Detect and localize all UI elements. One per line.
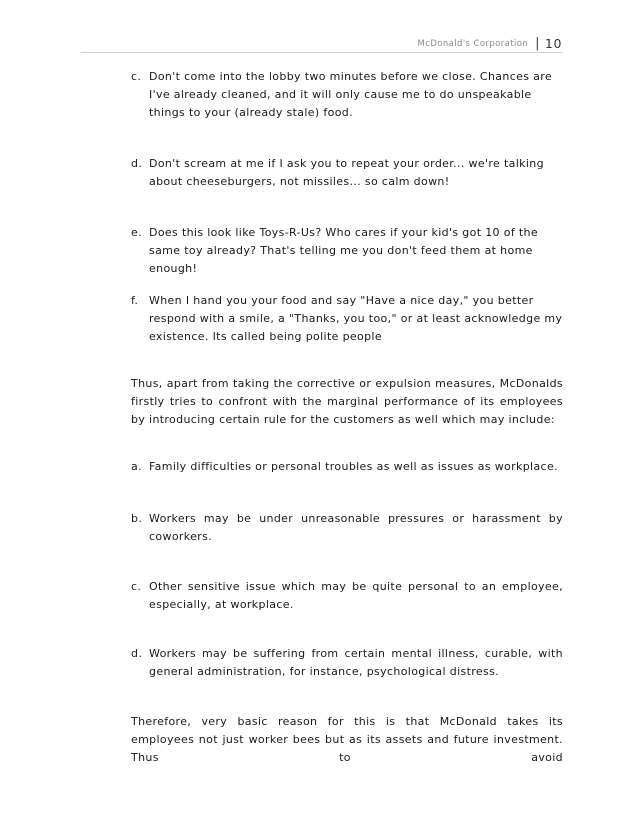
reason-d bbox=[131, 645, 563, 681]
list-label: f. bbox=[131, 294, 139, 307]
list-label: c. bbox=[131, 70, 142, 83]
list-text: When I hand you your food and say "Have a nice day," you better respond with a smile, a "Thanks, you too," or at least acknowledge my existence. Its called being polite people bbox=[149, 294, 563, 343]
reason-b bbox=[131, 510, 563, 546]
list-label: d. bbox=[131, 157, 143, 170]
list-text: Don't come into the lobby two minutes before we close. Chances are I've already cleaned, and it will only cause me to do unspeakable things to your (already stale) food. bbox=[149, 70, 552, 119]
page-header bbox=[418, 36, 562, 51]
list-text: Does this look like Toys-R-Us? Who cares if your kid's got 10 of the same toy already? That's telling me you don't feed them at home enough! bbox=[149, 226, 538, 275]
list-label: b. bbox=[131, 512, 143, 525]
list-label: c. bbox=[131, 580, 142, 593]
paragraph-basic-reason: Therefore, very basic reason for this is that McDonald takes its employees not just worker bees but as its assets and future investment. Thus to avoid bbox=[131, 715, 563, 764]
list-text: Don't scream at me if I ask you to repeat your order... we're talking about cheeseburgers, not missiles... so calm down! bbox=[149, 157, 544, 188]
list-text: Other sensitive issue which may be quite personal to an employee, especially, at workplace. bbox=[149, 580, 563, 611]
reason-a bbox=[131, 458, 563, 476]
header-title: McDonald's Corporation bbox=[417, 38, 529, 49]
customer-rule-f bbox=[131, 292, 563, 346]
list-text: Workers may be suffering from certain mental illness, curable, with general administration, for instance, psychological distress. bbox=[149, 647, 563, 678]
list-text: Workers may be under unreasonable pressures or harassment by coworkers. bbox=[149, 512, 563, 543]
paragraph-corrective-measures: Thus, apart from taking the corrective or expulsion measures, McDonalds firstly tries to confront with the marginal performance of its employees by introducing certain rule for the customers as well which may include: bbox=[131, 377, 563, 426]
customer-rule-e bbox=[131, 224, 563, 278]
header-separator: | bbox=[535, 36, 540, 51]
reason-c bbox=[131, 578, 563, 614]
customer-rule-c bbox=[131, 68, 563, 122]
list-label: e. bbox=[131, 226, 142, 239]
customer-rule-d bbox=[131, 155, 563, 191]
header-rule bbox=[81, 52, 562, 53]
list-label: d. bbox=[131, 647, 143, 660]
list-label: a. bbox=[131, 460, 142, 473]
list-text: Family difficulties or personal troubles as well as issues as workplace. bbox=[149, 460, 558, 473]
page-number: 10 bbox=[544, 36, 562, 51]
